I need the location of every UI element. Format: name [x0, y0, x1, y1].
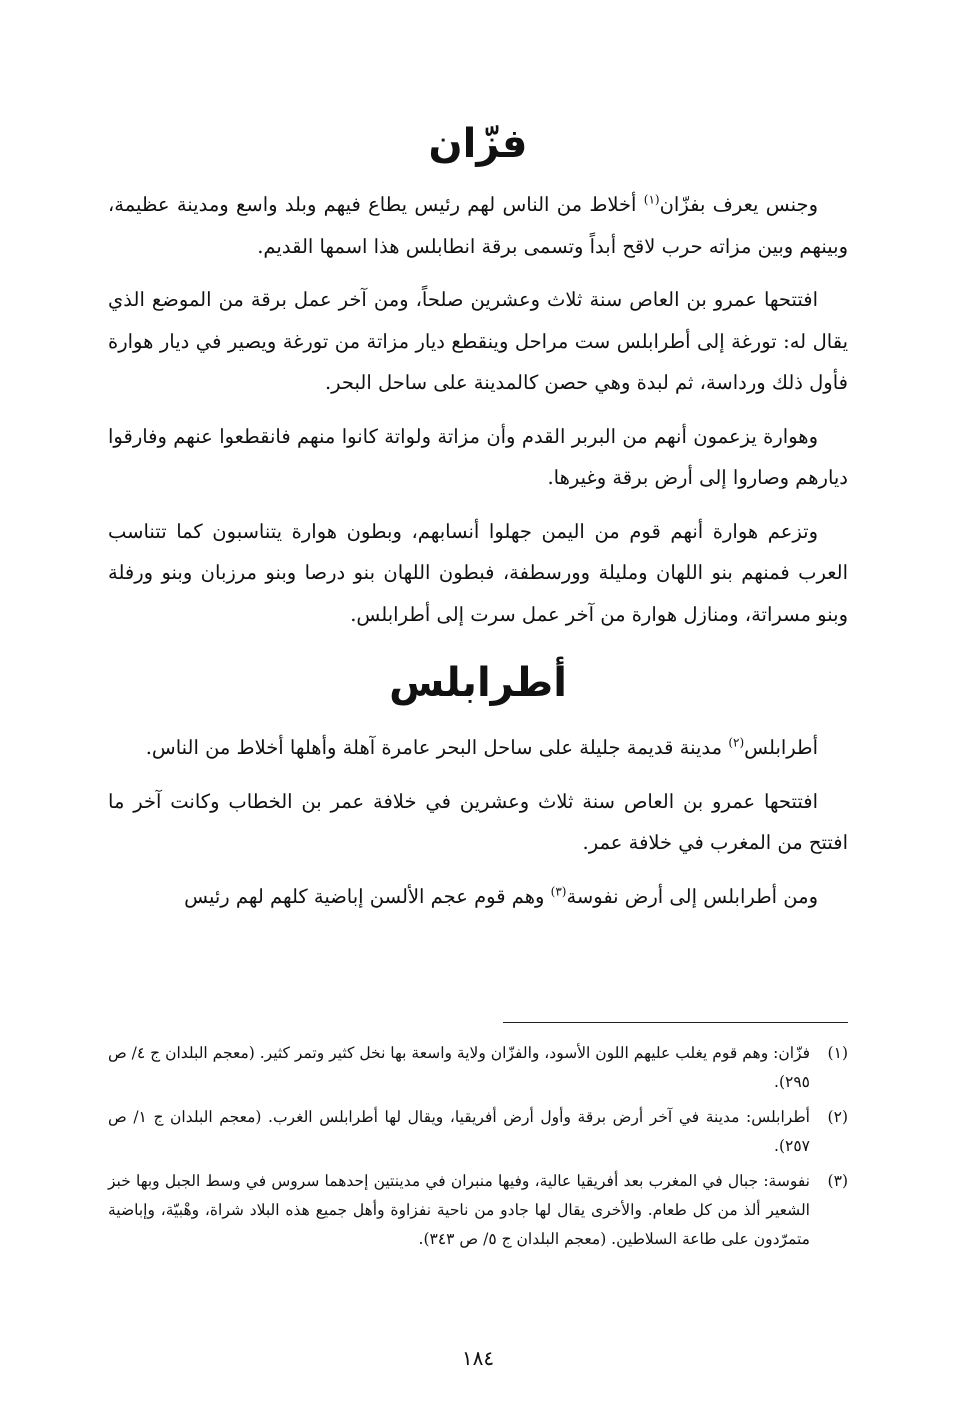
- footnote-number: (٢): [827, 1108, 848, 1126]
- paragraph: [108, 727, 848, 769]
- footnote-item: [108, 1039, 848, 1097]
- paragraph-text: وجنس يعرف بفزّان: [659, 193, 818, 216]
- paragraph-text: أخلاط من الناس لهم رئيس يطاع فيهم وبلد واسع ومدينة عظيمة، وبينهم وبين مزاته حرب لاقح أبداً وتسمى برقة انطابلس هذا اسمها القديم.: [108, 193, 848, 258]
- footnote-marker[interactable]: (٢): [728, 735, 745, 750]
- paragraph-text: مدينة قديمة جليلة على ساحل البحر عامرة آهلة وأهلها أخلاط من الناس.: [145, 736, 729, 759]
- footnote-number: (١): [827, 1044, 848, 1062]
- paragraph: افتتحها عمرو بن العاص سنة ثلاث وعشرين صلحاً، ومن آخر عمل برقة من الموضع الذي يقال له: تورغة إلى أطرابلس ست مراحل وينقطع ديار مزاتة من تورغة ويصير في ديار هوارة فأول ذلك ورداسة، ثم لبدة وهي حصن كالمدينة على ساحل البحر.: [108, 288, 848, 394]
- paragraph-text: ومن أطرابلس إلى أرض نفوسة: [566, 884, 818, 908]
- section-title-fazzan: فزّان: [428, 121, 528, 167]
- footnote-number: (٣): [827, 1172, 848, 1190]
- footnote-text: فزّان: وهم قوم يغلب عليهم اللون الأسود، والفزّان ولاية واسعة بها نخل كثير وتمر كثير. (معجم البلدان ج ٤/ ص ٢٩٥).: [107, 1044, 810, 1091]
- main-text: [108, 118, 848, 929]
- footnote-marker[interactable]: (٣): [550, 884, 567, 898]
- page-number: ١٨٤: [461, 1346, 495, 1370]
- paragraph-text: أطرابلس: [744, 736, 818, 759]
- footnote-divider: [503, 1022, 848, 1023]
- paragraph: [108, 876, 848, 918]
- footnote-text: أطرابلس: مدينة في آخر أرض برقة وأول أرض أفريقيا، ويقال لها أطرابلس الغرب. (معجم البلدان ج ١/ ص ٢٥٧).: [108, 1108, 810, 1155]
- footnote-item: [108, 1167, 848, 1254]
- footnotes: [108, 1022, 848, 1260]
- paragraph: [108, 184, 848, 267]
- footnote-text: نفوسة: جبال في المغرب بعد أفريقيا عالية، وفيها منبران في مدينتين إحدهما سروس في وسط الجبل وبها خبز الشعير ألذ من كل طعام. والأخرى يقال لها جادو من ناحية نفزاوة وأهل جميع هذه البلاد شراة، وهْبيّة، وإباضية متمرّدون على طاعة السلاطين. (معجم البلدان ج ٥/ ص ٣٤٣).: [108, 1172, 810, 1248]
- paragraph: افتتحها عمرو بن العاص سنة ثلاث وعشرين في خلافة عمر بن الخطاب وكانت آخر ما افتتح من المغرب في خلافة عمر.: [108, 789, 848, 854]
- footnote-marker[interactable]: (١): [643, 192, 660, 207]
- footnote-item: [108, 1103, 848, 1161]
- paragraph-text: وهم قوم عجم الألسن إباضية كلهم لهم رئيس: [184, 884, 551, 908]
- paragraph: وهوارة يزعمون أنهم من البربر القدم وأن مزاتة ولواتة كانوا منهم فانقطعوا عنهم وفارقوا ديارهم وصاروا إلى أرض برقة وغيرها.: [108, 424, 848, 489]
- paragraph: وتزعم هوارة أنهم قوم من اليمن جهلوا أنسابهم، وبطون هوارة يتناسبون كما تتناسب العرب فمنهم بنو اللهان ومليلة وورسطفة، فبطون اللهان بنو درصا وبنو مرزبان وبنو ورفلة وبنو مسراتة، ومنازل هوارة من آخر عمل سرت إلى أطرابلس.: [108, 519, 848, 626]
- section-title-tripoli: أطرابلس: [389, 660, 567, 706]
